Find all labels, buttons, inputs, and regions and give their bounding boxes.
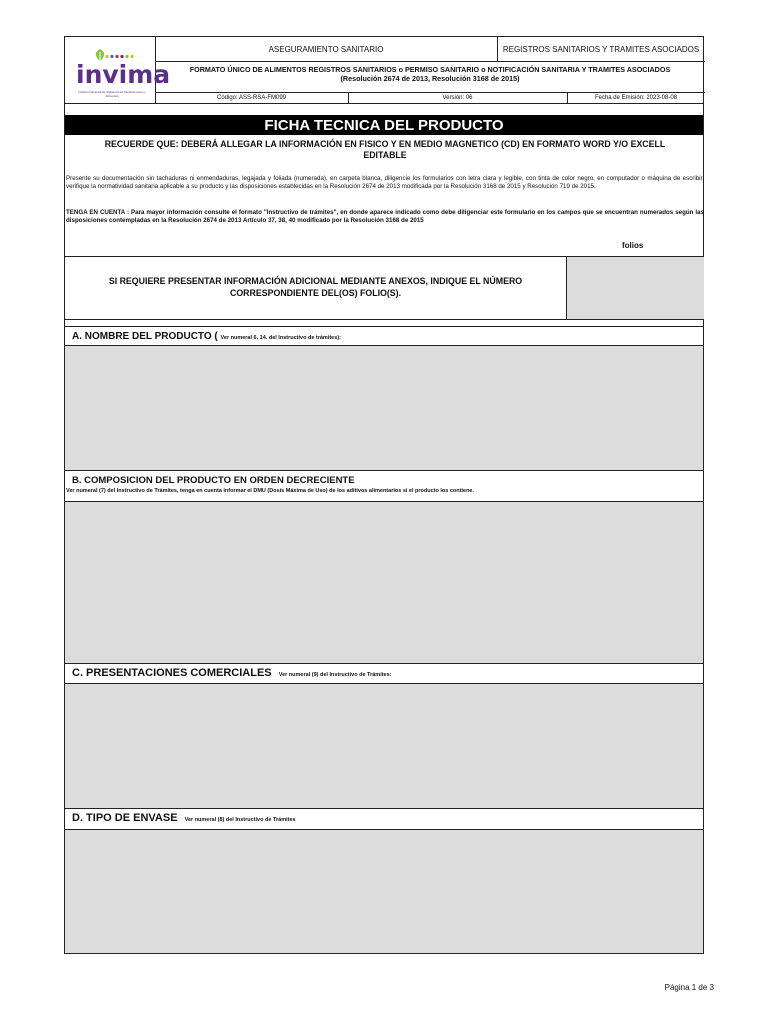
subprocess-name: REGISTROS SANITARIOS Y TRAMITES ASOCIADOS	[502, 44, 700, 54]
document-code: Código: ASS-RSA-FM099	[216, 94, 287, 101]
divider	[65, 808, 703, 809]
section-a-title: A. NOMBRE DEL PRODUCTO (	[72, 331, 218, 342]
divider	[65, 103, 703, 104]
reminder-line2: EDITABLE	[363, 150, 407, 160]
annex-line2: CORRESPONDIENTE DEL(OS) FOLIO(S).	[229, 288, 402, 298]
page-number: Página 1 de 3	[664, 983, 714, 992]
annex-line1: SI REQUIERE PRESENTAR INFORMACIÓN ADICIONAL MEDIANTE ANEXOS, INDIQUE EL NÚMERO	[108, 276, 523, 286]
section-a-header	[72, 331, 341, 342]
section-c-header	[72, 667, 392, 679]
section-a-note: Ver numeral 6, 14. del Instructivo de trámites):	[220, 335, 341, 341]
instructions-text: Presente su documentación sin tachaduras ni enmendaduras, legajada y foliada (numerada), en carpeta blanca, diligencie los formularios con letra clara y legible, con tinta de color negro, en computador o máquina de escribir, verifique la normatividad sanitaria aplicable a su producto y las disposiciones establecidas en la Resolución 2674 de 2013 modificada por la Resolución 3168 de 2015 y Resolución 719 de 2015.	[66, 175, 704, 190]
section-b-title: B. COMPOSICION DEL PRODUCTO EN ORDEN DECRECIENTE	[72, 475, 355, 486]
divider	[65, 470, 703, 471]
document-version: Versión: 06	[442, 94, 473, 101]
reminder-line1: RECUERDE QUE: DEBERÁ ALLEGAR LA INFORMACIÓN EN FISICO Y EN MEDIO MAGNETICO (CD) EN FORMATO WORD Y/O EXCELL	[104, 139, 666, 149]
logo-tagline: Instituto Nacional de Vigilancia de Medicamentos y Alimentos	[78, 90, 146, 98]
form-page	[64, 36, 704, 954]
note-text: TENGA EN CUENTA : Para mayor información consulte el formato "Instructivo de trámites", en donde aparece indicado como debe diligenciar este formulario en los campos que se encuentran numerados según las disposiciones contempladas en la Resolución 2674 de 2013 Artículo 37, 38, 40 modificado por la Resolución 3168 de 2015	[66, 209, 704, 224]
section-b-note: Ver numeral (7) del Instructivo de Trámites, tenga en cuenta informar el DMU (Dosis Máxima de Uso) de los aditivos alimentarios si el producto los contiene.	[66, 488, 475, 494]
section-c-title: C. PRESENTACIONES COMERCIALES	[72, 667, 272, 679]
process-name: ASEGURAMIENTO SANITARIO	[268, 44, 384, 54]
form-title-line1: FORMATO ÚNICO DE ALIMENTOS REGISTROS SANITARIOS o PERMISO SANITARIO o NOTIFICACIÓN SANITARIA Y TRAMITES ASOCIADOS	[189, 65, 671, 74]
divider	[65, 663, 703, 664]
reminder	[65, 139, 705, 161]
commercial-presentations-field[interactable]	[65, 684, 703, 808]
section-d-title: D. TIPO DE ENVASE	[72, 812, 178, 824]
form-title-line2: (Resolución 2674 de 2013, Resolución 3168 de 2015)	[340, 74, 520, 83]
invima-logo	[65, 37, 171, 103]
container-type-field[interactable]	[65, 830, 703, 953]
divider	[155, 61, 705, 62]
folio-number-field[interactable]	[567, 257, 704, 319]
product-name-field[interactable]	[65, 346, 703, 470]
annex-instruction	[65, 275, 566, 299]
section-d-header	[72, 812, 296, 824]
section-c-note: Ver numeral (9) del Instructivo de Trámites:	[278, 672, 392, 678]
divider	[65, 319, 703, 320]
section-d-note: Ver numeral (8) del Instructivo de Trámites	[184, 817, 296, 823]
color-dots-icon	[105, 54, 139, 59]
issue-date: Fecha de Emisión: 2023-08-08	[594, 94, 678, 101]
folios-label: folios	[622, 241, 644, 250]
logo-wordmark: invima	[76, 60, 171, 89]
form-title	[155, 65, 705, 83]
composition-field[interactable]	[65, 502, 703, 663]
divider	[65, 326, 703, 327]
sheet-title-banner: FICHA TECNICA DEL PRODUCTO	[65, 115, 703, 135]
